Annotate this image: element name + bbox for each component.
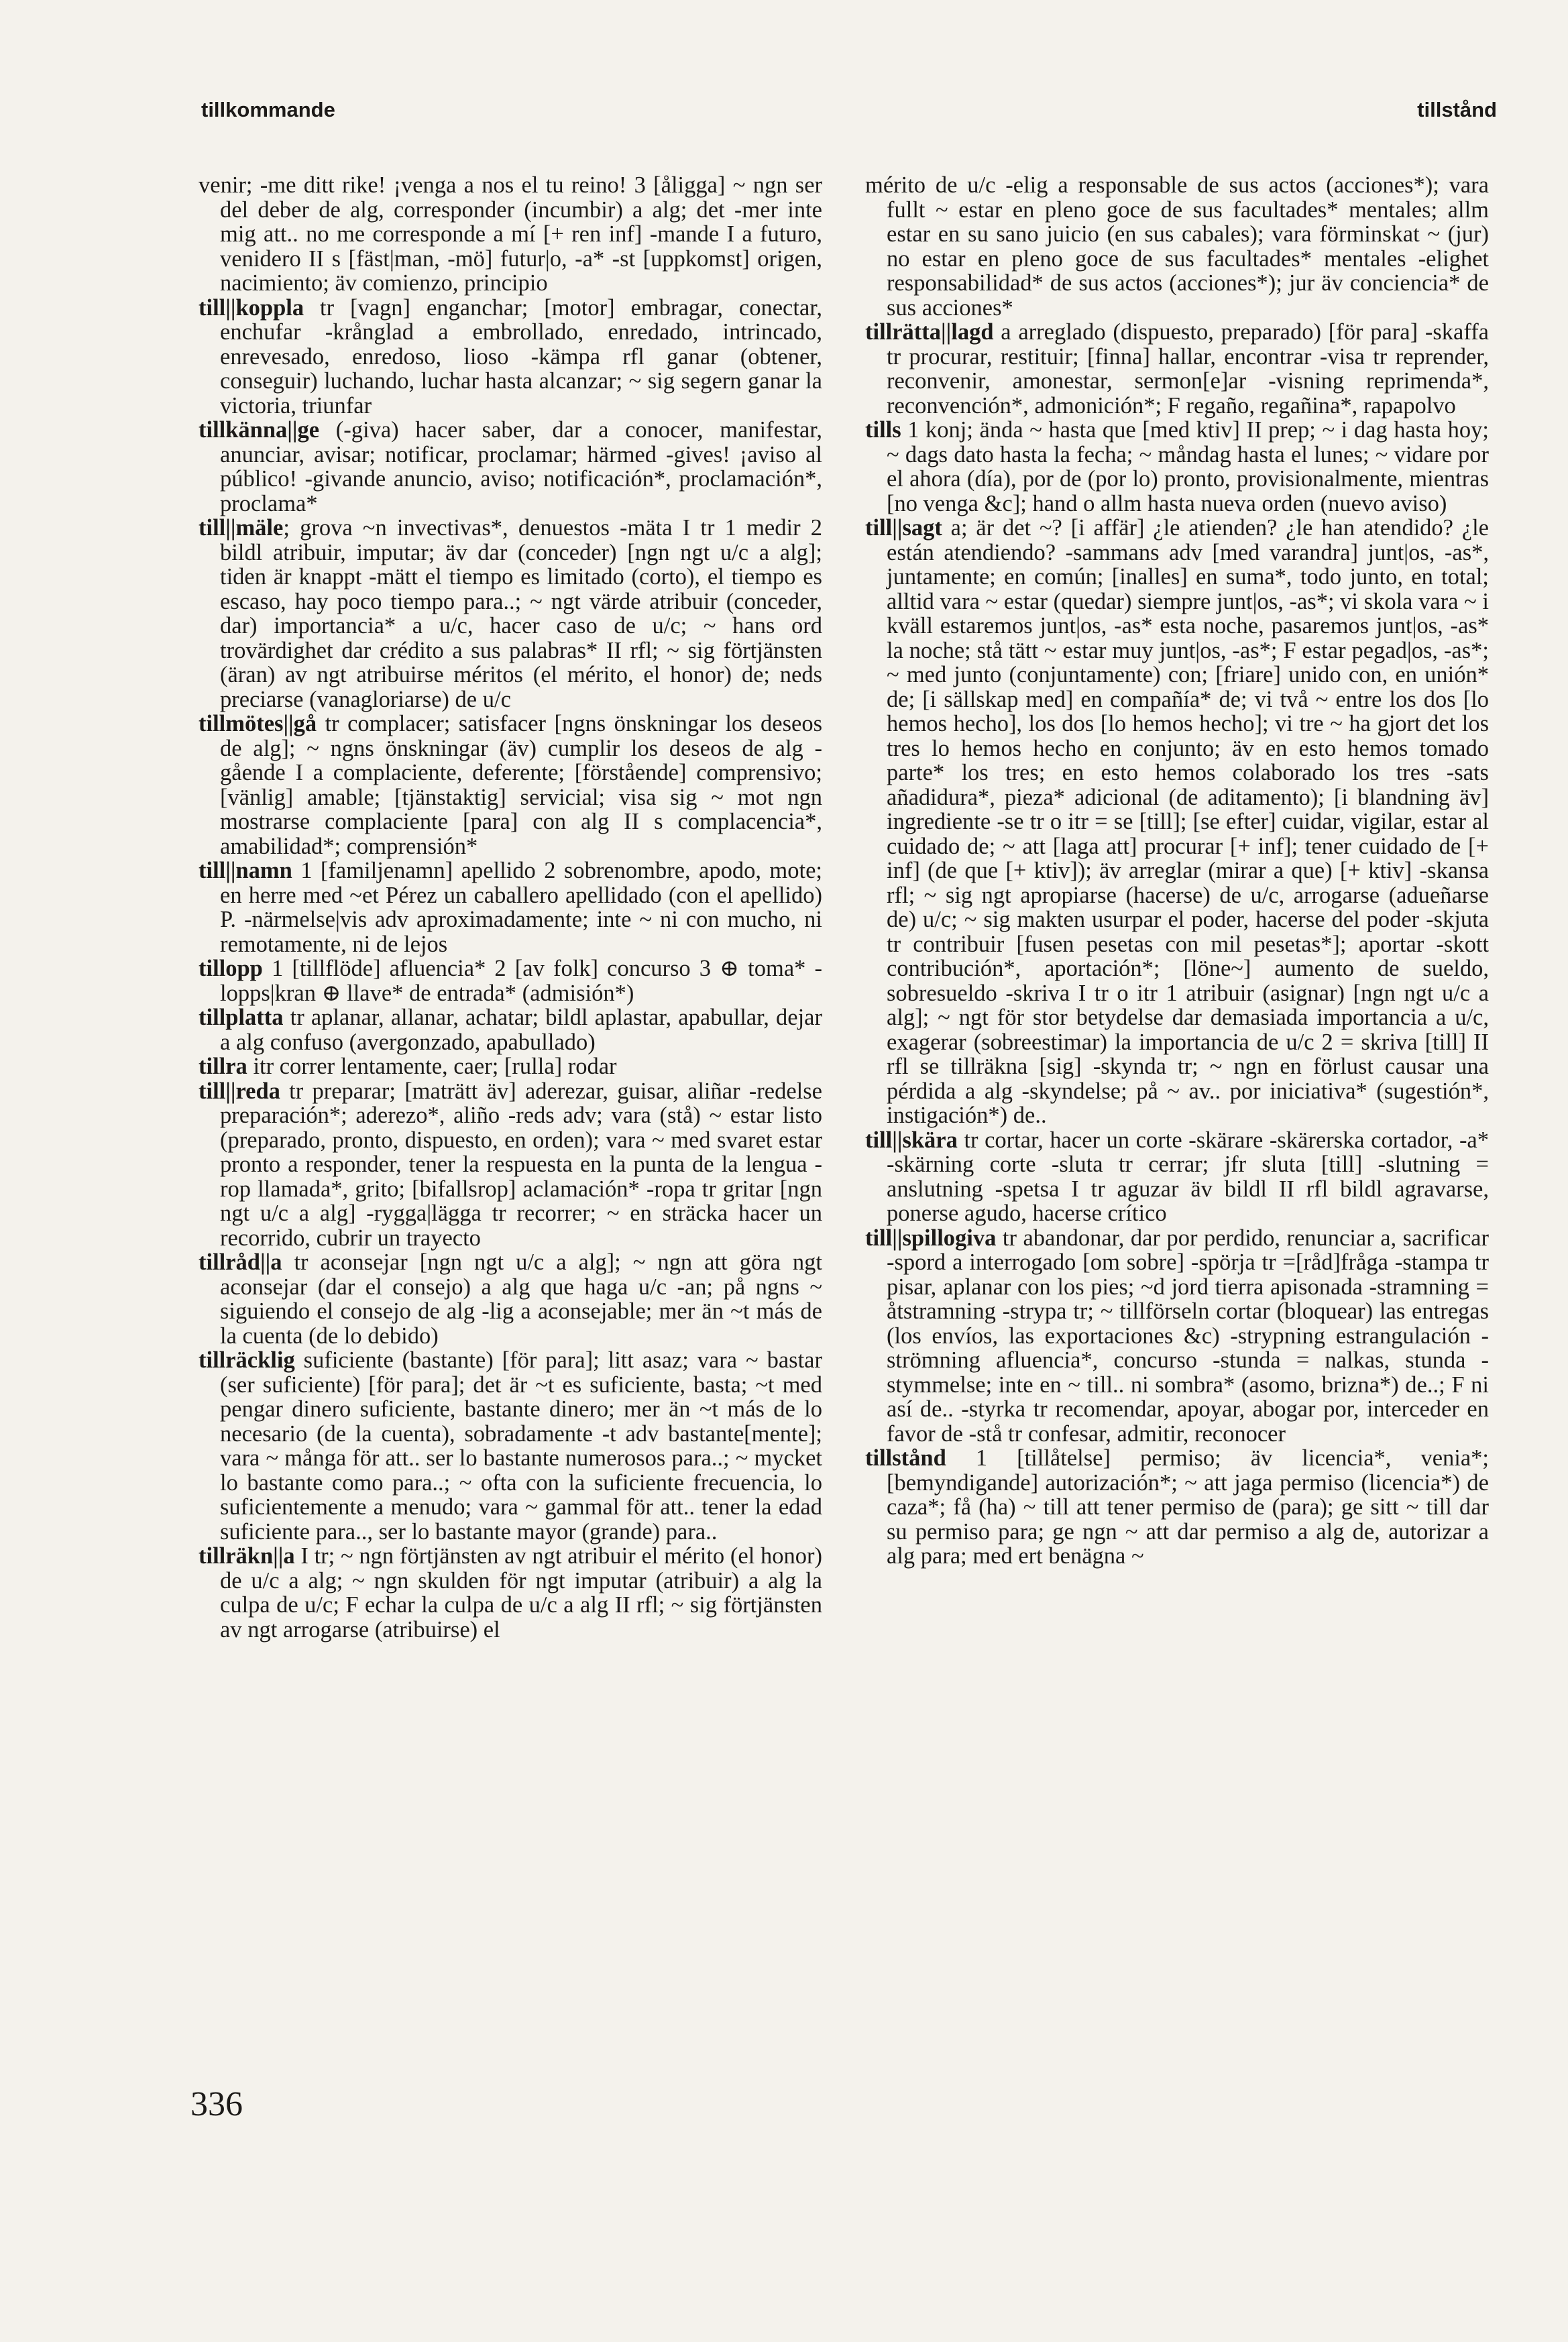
- entry-text: tr preparar; [maträtt äv] aderezar, guisar, aliñar -redelse preparación*; aderezo*, aliño -reds adv; vara (stå) ~ estar listo (preparado, pronto, dispuesto, en orden); vara ~ med svaret estar pronto a responder, tener la respuesta en la punta de la lengua -rop llamada*, grito; [bifallsrop] aclamación* -ropa tr gritar [ngn ngt u/c a alg] -rygga|lägga tr recorrer; ~ en sträcka hacer un recorrido, cubrir un trayecto: [220, 1078, 822, 1251]
- entry-text: ; grova ~n invectivas*, denuestos -mäta I tr 1 medir 2 bildl atribuir, imputar; äv dar (conceder) [ngn ngt u/c a alg]; tiden är knappt -mätt el tiempo es limitado (corto), el tiempo es escaso, hay poco tiempo para..; ~ ngt värde atribuir (conceder, dar) importancia* a u/c, hacer caso de u/c; ~ hans ord trovärdighet dar crédito a sus palabras* II rfl; ~ sig förtjänsten (äran) av ngt atribuirse méritos (el mérito, el honor) de; neds preciarse (vanagloriarse) de u/c: [220, 515, 822, 712]
- headword: tillräkn||a: [199, 1543, 295, 1569]
- dictionary-entry: [199, 418, 822, 516]
- entry-text: mérito de u/c -elig a responsable de sus actos (acciones*); vara fullt ~ estar en pleno goce de sus facultades* mentales; allm estar en su sano juicio (en sus cabales); vara förminskat ~ (jur) no estar en pleno goce de sus facultades* mentales -elighet responsabilidad* de sus actos (acciones*); jur äv conciencia* de sus acciones*: [865, 172, 1489, 321]
- dictionary-entry: [199, 956, 822, 1005]
- right-column: [865, 173, 1489, 1569]
- headword: tillra: [199, 1054, 247, 1079]
- entry-text: tr aconsejar [ngn ngt u/c a alg]; ~ ngn att göra ngt aconsejar (dar el consejo) a alg que haga u/c -an; på ngns ~ siguiendo el consejo de alg -lig a aconsejable; mer än ~t más de la cuenta (de lo debido): [220, 1249, 822, 1349]
- headword: till||koppla: [199, 294, 304, 321]
- dictionary-entry: [865, 173, 1489, 320]
- left-column: [199, 173, 822, 1642]
- dictionary-entry: [865, 418, 1489, 516]
- headword: tillmötes||gå: [199, 711, 317, 736]
- entry-text: tr cortar, hacer un corte -skärare -skärerska cortador, -a* -skärning corte -sluta tr cerrar; jfr sluta [till] -slutning = anslutning -spetsa I tr aguzar äv bildl II rfl bildl agravarse, ponerse agudo, hacerse crítico: [887, 1127, 1489, 1226]
- entry-text: tr [vagn] enganchar; [motor] embragar, conectar, enchufar -krånglad a embrollado, enredado, intrincado, enrevesado, enredoso, lioso -kämpa rfl ganar (obtener, conseguir) luchando, luchar hasta alcanzar; ~ sig segern ganar la victoria, triunfar: [220, 294, 822, 419]
- dictionary-entry: [199, 1079, 822, 1251]
- dictionary-entry: [199, 1054, 822, 1079]
- entry-text: a; är det ~? [i affär] ¿le atienden? ¿le han atendido? ¿le están atendiendo? -sammans adv [med varandra] junt|os, -as*, juntamente; en común; [inalles] en suma*, todo junto, en total; alltid vara ~ estar (quedar) siempre junt|os, -as*; vi skola vara ~ i kväll estaremos junt|os, -as* esta noche, pasaremos junt|os, -as* la noche; stå tätt ~ estar muy junt|os, -as*; F estar pegad|os, -as*; ~ med junto (conjuntamente) con; [friare] unido con, en unión* de; [i sällskap med] en compañía* de; vi två ~ entre los dos [lo hemos hecho], los dos [lo hemos hecho]; vi tre ~ ha gjort det los tres lo hemos hecho en conjunto; äv en esto hemos tomado parte* los tres; en esto hemos colaborado los tres -sats añadidura*, pieza* adicional (de aditamento); [i blandning äv] ingrediente -se tr o itr = se [till]; [se efter] cuidar, vigilar, estar al cuidado de; ~ att [laga att] procurar [+ inf]; tener cuidado de [+ inf] (de que [+ ktiv]); äv arreglar (mirar a que) [+ ktiv] -skansa rfl; ~ sig ngt apropiarse (hacerse) de u/c, arrogarse (adueñarse de) u/c; ~ sig makten usurpar el poder, hacerse del poder -skjuta tr contribuir [fusen pesetas con mil pesetas*]; aportar -skott contribución*, aportación*; [löne~] aumento de sueldo, sobresueldo -skriva I tr o itr 1 atribuir (asignar) [ngn ngt u/c a alg]; ~ ngt för stor betydelse dar demasiada importancia a u/c, exagerar (sobreestimar) la importancia de u/c 2 = skriva [till] II rfl se tillräkna [sig] -skynda tr; ~ ngn en förlust causar una pérdida a alg -skyndelse; på ~ av.. por iniciativa* (sugestión*, instigación*) de..: [887, 515, 1489, 1128]
- dictionary-entry: [199, 1005, 822, 1054]
- dictionary-entry: [199, 858, 822, 956]
- headword: till||mäle: [199, 515, 284, 541]
- dictionary-entry: [199, 1250, 822, 1348]
- headword: till||reda: [199, 1078, 280, 1104]
- entry-text: I tr; ~ ngn förtjänsten av ngt atribuir el mérito (el honor) de u/c a alg; ~ ngn skulden för ngt imputar (atribuir) a alg la culpa de u/c; F echar la culpa de u/c a alg II rfl; ~ sig förtjänsten av ngt arrogarse (atribuirse) el: [220, 1543, 822, 1642]
- headword: tillrätta||lagd: [865, 319, 994, 345]
- dictionary-entry: [865, 516, 1489, 1128]
- entry-text: suficiente (bastante) [för para]; litt asaz; vara ~ bastar (ser suficiente) [för para]; det är ~t es suficiente, basta; ~t med pengar dinero suficiente, bastante dinero; mer än ~t más de lo necesario (de la cuenta), sobradamente -t adv bastante[mente]; vara ~ många för att.. ser lo bastante numerosos para..; ~ mycket lo bastante como para..; ~ ofta con la suficiente frecuencia, lo suficientemente a menudo; vara ~ gammal för att.. tener la edad suficiente para.., ser lo bastante mayor (grande) para..: [220, 1347, 822, 1545]
- right-guide-word: tillstånd: [1417, 98, 1497, 121]
- entry-text: a arreglado (dispuesto, preparado) [för para] -skaffa tr procurar, restituir; [finna] hallar, encontrar -visa tr reprender, reconvenir, amonestar, sermon[e]ar -visning reprimenda*, reconvención*, admonición*; F regaño, regañina*, rapapolvo: [887, 319, 1489, 419]
- dictionary-entry: [865, 320, 1489, 418]
- entry-text: 1 [tillåtelse] permiso; äv licencia*, venia*; [bemyndigande] autorización*; ~ att jaga permiso (licencia*) de caza*; få (ha) ~ till att tener permiso de (para); ge sitt ~ till dar su permiso para; ge ngn ~ att dar permiso a alg de, autorizar a alg para; med ert benägna ~: [887, 1445, 1489, 1569]
- entry-text: 1 [familjenamn] apellido 2 sobrenombre, apodo, mote; en herre med ~et Pérez un caballero apellidado (con el apellido) P. -närmelse|vis adv aproximadamente; inte ~ ni con mucho, ni remotamente, ni de lejos: [220, 858, 822, 957]
- headword: till||spillogiva: [865, 1225, 997, 1251]
- headword: till||sagt: [865, 515, 942, 541]
- entry-text: venir; -me ditt rike! ¡venga a nos el tu reino! 3 [åligga] ~ ngn ser del deber de alg, corresponder (incumbir) a alg; det -mer inte mig att.. no me corresponde a mí [+ ren inf] -mande I a futuro, venidero II s [fäst|man, -mö] futur|o, -a* -st [uppkomst] origen, nacimiento; äv comienzo, principio: [199, 172, 822, 296]
- headword: tillråd||a: [199, 1249, 282, 1275]
- dictionary-entry: [865, 1128, 1489, 1226]
- dictionary-entry: [199, 1544, 822, 1642]
- dictionary-entry: [865, 1446, 1489, 1569]
- dictionary-entry: [199, 1348, 822, 1544]
- dictionary-entry: [199, 712, 822, 858]
- headword: tills: [865, 417, 901, 443]
- headword: till||skära: [865, 1127, 958, 1153]
- entry-text: 1 konj; ända ~ hasta que [med ktiv] II prep; ~ i dag hasta hoy; ~ dags dato hasta la fecha; ~ måndag hasta el lunes; ~ vidare por el ahora (día), por de (por lo) pronto, provisionalmente, mientras [no venga &c]; hand o allm hasta nueva orden (nuevo aviso): [887, 417, 1489, 516]
- dictionary-entry: [199, 516, 822, 712]
- headword: tillplatta: [199, 1005, 284, 1030]
- page-number: 336: [190, 2085, 243, 2123]
- entry-text: tr complacer; satisfacer [ngns önskningar los deseos de alg]; ~ ngns önskningar (äv) cumplir los deseos de alg -gående I a complaciente, deferente; [förstående] comprensivo; [vänlig] amable; [tjänstaktig] servicial; visa sig ~ mot ngn mostrarse complaciente [para] con alg II s complacencia*, amabilidad*; comprensión*: [220, 711, 822, 859]
- headword: tillopp: [199, 956, 263, 981]
- entry-text: tr aplanar, allanar, achatar; bildl aplastar, apabullar, dejar a alg confuso (avergonzado, apabullado): [220, 1005, 822, 1055]
- entry-text: tr abandonar, dar por perdido, renunciar a, sacrificar -spord a interrogado [om sobre] -spörja tr =[råd]fråga -stampa tr pisar, aplanar con los pies; ~d jord tierra apisonada -stramning = åtstramning -strypa tr; ~ tillförseln cortar (bloquear) las entregas (los envíos, las exportaciones &c) -strypning estrangulación -strömning afluencia*, concurso -stunda = nalkas, stunda -stymmelse; inte en ~ till.. ni sombra* (asomo, brizna*) de..; F ni así de.. -styrka tr recomendar, apoyar, abogar por, interceder en favor de -stå tr confesar, admitir, reconocer: [887, 1225, 1489, 1447]
- left-guide-word: tillkommande: [201, 98, 335, 121]
- dictionary-entry: [199, 173, 822, 296]
- entry-text: itr correr lentamente, caer; [rulla] rodar: [247, 1054, 617, 1079]
- dictionary-entry: [199, 296, 822, 419]
- headword: tillräcklig: [199, 1347, 295, 1373]
- headword: tillstånd: [865, 1445, 946, 1471]
- dictionary-entry: [865, 1226, 1489, 1447]
- entry-text: 1 [tillflöde] afluencia* 2 [av folk] concurso 3 ⊕ toma* -lopps|kran ⊕ llave* de entrada* (admisión*): [220, 956, 822, 1006]
- headword: till||namn: [199, 858, 292, 883]
- entry-text: (-giva) hacer saber, dar a conocer, manifestar, anunciar, avisar; notificar, proclamar; härmed -gives! ¡aviso al público! -givande anuncio, aviso; notificación*, proclamación*, proclama*: [220, 417, 822, 516]
- headword: tillkänna||ge: [199, 417, 320, 443]
